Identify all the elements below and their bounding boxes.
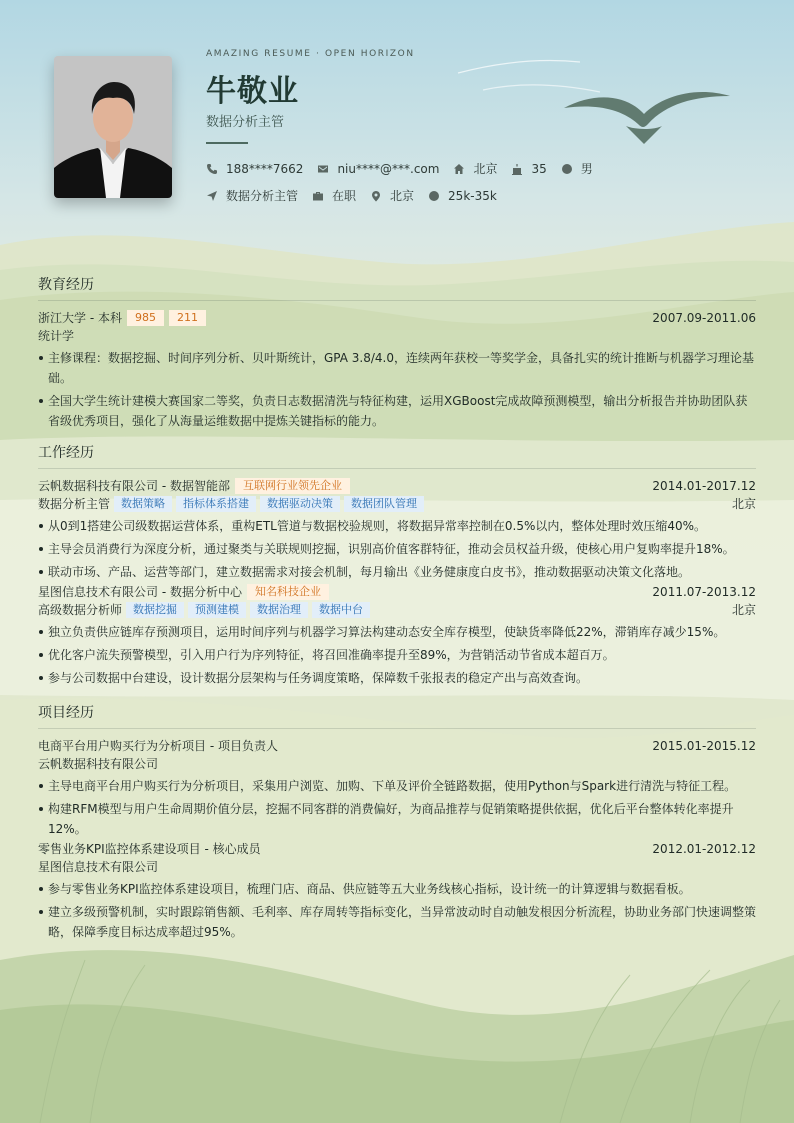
home-city-item: [453, 160, 497, 177]
school-tag: 985: [127, 310, 164, 326]
age-text: 35: [531, 161, 547, 176]
phone-text: 188****7662: [226, 161, 304, 176]
education-dates: 2007.09-2011.06: [652, 311, 756, 325]
education-bullets: [38, 348, 756, 431]
target-role-item: [206, 187, 298, 204]
project-bullets: [38, 776, 756, 839]
work-dates: 2011.07-2013.12: [652, 585, 756, 599]
email-text: niu****@***.com: [337, 161, 440, 176]
home-city-text: 北京: [473, 162, 498, 176]
work-bullets: [38, 622, 756, 688]
gender-icon: [561, 163, 573, 175]
phone-icon: [206, 163, 218, 175]
school-name: 浙江大学 - 本科: [38, 311, 122, 325]
cake-icon: [511, 163, 523, 175]
education-section: [38, 274, 756, 431]
skill-tag: 数据驱动决策: [260, 496, 340, 512]
project-name: 零售业务KPI监控体系建设项目 - 核心成员: [38, 842, 261, 856]
section-title: 项目经历: [38, 702, 756, 729]
location-pin-icon: [370, 190, 382, 202]
project-dates: 2015.01-2015.12: [652, 739, 756, 753]
project-company: 云帆数据科技有限公司: [38, 757, 159, 771]
contact-row: [206, 160, 607, 177]
major: 统计学: [38, 329, 75, 343]
target-city-item: [370, 187, 414, 204]
list-item: 构建RFM模型与用户生命周期价值分层，挖掘不同客群的消费偏好，为商品推荐与促销策略提供依据，优化后平台整体转化率提升12%。: [38, 799, 756, 839]
home-icon: [453, 163, 465, 175]
title-divider: [206, 142, 248, 144]
skill-tag: 数据中台: [312, 602, 370, 618]
work-bullets: [38, 516, 756, 582]
job-intent-row: [206, 187, 511, 204]
list-item: 参与公司数据中台建设，设计数据分层架构与任务调度策略，保障数千张报表的稳定产出与高效查询。: [38, 668, 756, 688]
status-text: 在职: [332, 189, 357, 203]
company-tag: 知名科技企业: [247, 584, 329, 600]
bird-icon: [564, 86, 732, 146]
list-item: 参与零售业务KPI监控体系建设项目，梳理门店、商品、供应链等五大业务线核心指标，设计统一的计算逻辑与数据看板。: [38, 879, 756, 899]
salary-item: [428, 189, 497, 203]
project-dates: 2012.01-2012.12: [652, 842, 756, 856]
salary-icon: [428, 190, 440, 202]
skill-tag: 预测建模: [188, 602, 246, 618]
list-item: 优化客户流失预警模型，引入用户行为序列特征，将召回准确率提升至89%，为营销活动节省成本超百万。: [38, 645, 756, 665]
role-name: 数据分析主管: [38, 497, 111, 511]
section-title: 教育经历: [38, 274, 756, 301]
list-item: 独立负责供应链库存预测项目，运用时间序列与机器学习算法构建动态安全库存模型，使缺货率降低22%，滞销库存减少15%。: [38, 622, 756, 642]
email-item: [317, 162, 439, 176]
project-entry: [38, 737, 756, 839]
list-item: 建立多级预警机制，实时跟踪销售额、毛利率、库存周转等指标变化，当异常波动时自动触发根因分析流程，协助业务部门快速调整策略，保障季度目标达成率超过95%。: [38, 902, 756, 942]
list-item: 全国大学生统计建模大赛国家二等奖，负责日志数据清洗与特征构建，运用XGBoost完成故障预测模型，输出分析报告并协助团队获省级优秀项目，强化了从海量运维数据中提炼关键指标的能力。: [38, 391, 756, 431]
work-location: 北京: [731, 497, 756, 511]
work-entry: [38, 583, 756, 688]
work-entry: [38, 477, 756, 582]
target-role-text: 数据分析主管: [226, 189, 299, 203]
candidate-name: 牛敬业: [206, 74, 299, 109]
project-bullets: [38, 879, 756, 942]
portrait-image: [54, 56, 172, 198]
skill-tag: 数据团队管理: [344, 496, 424, 512]
project-entry: [38, 840, 756, 942]
section-title: 工作经历: [38, 442, 756, 469]
school-tag: 211: [169, 310, 206, 326]
list-item: 主导电商平台用户购买行为分析项目，采集用户浏览、加购、下单及评价全链路数据，使用Python与Spark进行清洗与特征工程。: [38, 776, 756, 796]
company-name: 星图信息技术有限公司 - 数据分析中心: [38, 585, 242, 599]
job-title: 数据分析主管: [206, 115, 285, 130]
skill-tag: 数据策略: [114, 496, 172, 512]
eyebrow-text: AMAZING RESUME · OPEN HORIZON: [206, 49, 415, 59]
work-location: 北京: [731, 603, 756, 617]
company-name: 云帆数据科技有限公司 - 数据智能部: [38, 479, 230, 493]
age-item: [511, 162, 546, 176]
gender-item: [561, 160, 593, 177]
company-tag: 互联网行业领先企业: [235, 478, 350, 494]
skill-tag: 数据挖掘: [126, 602, 184, 618]
briefcase-icon: [312, 190, 324, 202]
phone-item: [206, 162, 303, 176]
education-entry: [38, 309, 756, 431]
list-item: 联动市场、产品、运营等部门，建立数据需求对接会机制，每月输出《业务健康度白皮书》，推动数据驱动决策文化落地。: [38, 562, 756, 582]
send-icon: [206, 190, 218, 202]
target-city-text: 北京: [390, 189, 415, 203]
status-item: [312, 187, 356, 204]
avatar: [54, 56, 172, 198]
projects-section: [38, 702, 756, 942]
mail-icon: [317, 163, 329, 175]
list-item: 从0到1搭建公司级数据运营体系，重构ETL管道与数据校验规则，将数据异常率控制在0.5%以内，整体处理时效压缩40%。: [38, 516, 756, 536]
work-dates: 2014.01-2017.12: [652, 479, 756, 493]
list-item: 主导会员消费行为深度分析，通过聚类与关联规则挖掘，识别高价值客群特征，推动会员权益升级，使核心用户复购率提升18%。: [38, 539, 756, 559]
role-name: 高级数据分析师: [38, 603, 123, 617]
salary-text: 25k-35k: [448, 188, 497, 203]
work-section: [38, 442, 756, 688]
project-company: 星图信息技术有限公司: [38, 860, 159, 874]
skill-tag: 数据治理: [250, 602, 308, 618]
gender-text: 男: [580, 162, 593, 176]
skill-tag: 指标体系搭建: [176, 496, 256, 512]
project-name: 电商平台用户购买行为分析项目 - 项目负责人: [38, 739, 278, 753]
list-item: 主修课程：数据挖掘、时间序列分析、贝叶斯统计，GPA 3.8/4.0，连续两年获校一等奖学金，具备扎实的统计推断与机器学习理论基础。: [38, 348, 756, 388]
